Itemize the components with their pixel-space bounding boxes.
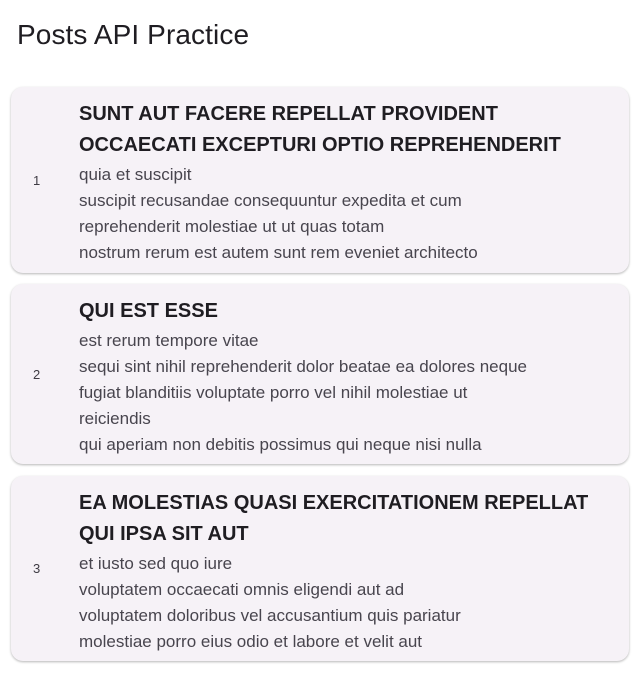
post-card[interactable]: [11, 284, 629, 464]
post-card[interactable]: [11, 476, 629, 661]
post-title: QUI EST ESSE: [79, 300, 218, 322]
app-bar: [0, 0, 640, 70]
post-body: est rerum tempore vitae sequi sint nihil reprehenderit dolor beatae ea dolores neque fugiat blanditiis voluptate porro vel nihil molestiae ut reiciendis qui aperiam non debitis possimus qui neque nisi nulla: [79, 331, 527, 454]
post-index: 1: [33, 172, 41, 188]
post-content: [79, 296, 615, 458]
post-index: 2: [33, 366, 41, 382]
post-title: SUNT AUT FACERE REPELLAT PROVIDENT OCCAECATI EXCEPTURI OPTIO REPREHENDERIT: [79, 103, 561, 156]
post-body: quia et suscipit suscipit recusandae consequuntur expedita et cum reprehenderit molestiae ut ut quas totam nostrum rerum est autem sunt rem eveniet architecto: [79, 165, 478, 262]
post-index: 3: [33, 561, 41, 576]
post-content: [79, 488, 615, 655]
post-body: et iusto sed quo iure voluptatem occaecati omnis eligendi aut ad voluptatem doloribus vel accusantium quis pariatur molestiae porro eius odio et labore et velit aut: [79, 554, 461, 651]
post-card[interactable]: [11, 87, 629, 273]
post-title: EA MOLESTIAS QUASI EXERCITATIONEM REPELLAT QUI IPSA SIT AUT: [79, 492, 589, 545]
post-content: [79, 99, 615, 266]
app-title: Posts API Practice: [17, 18, 250, 50]
